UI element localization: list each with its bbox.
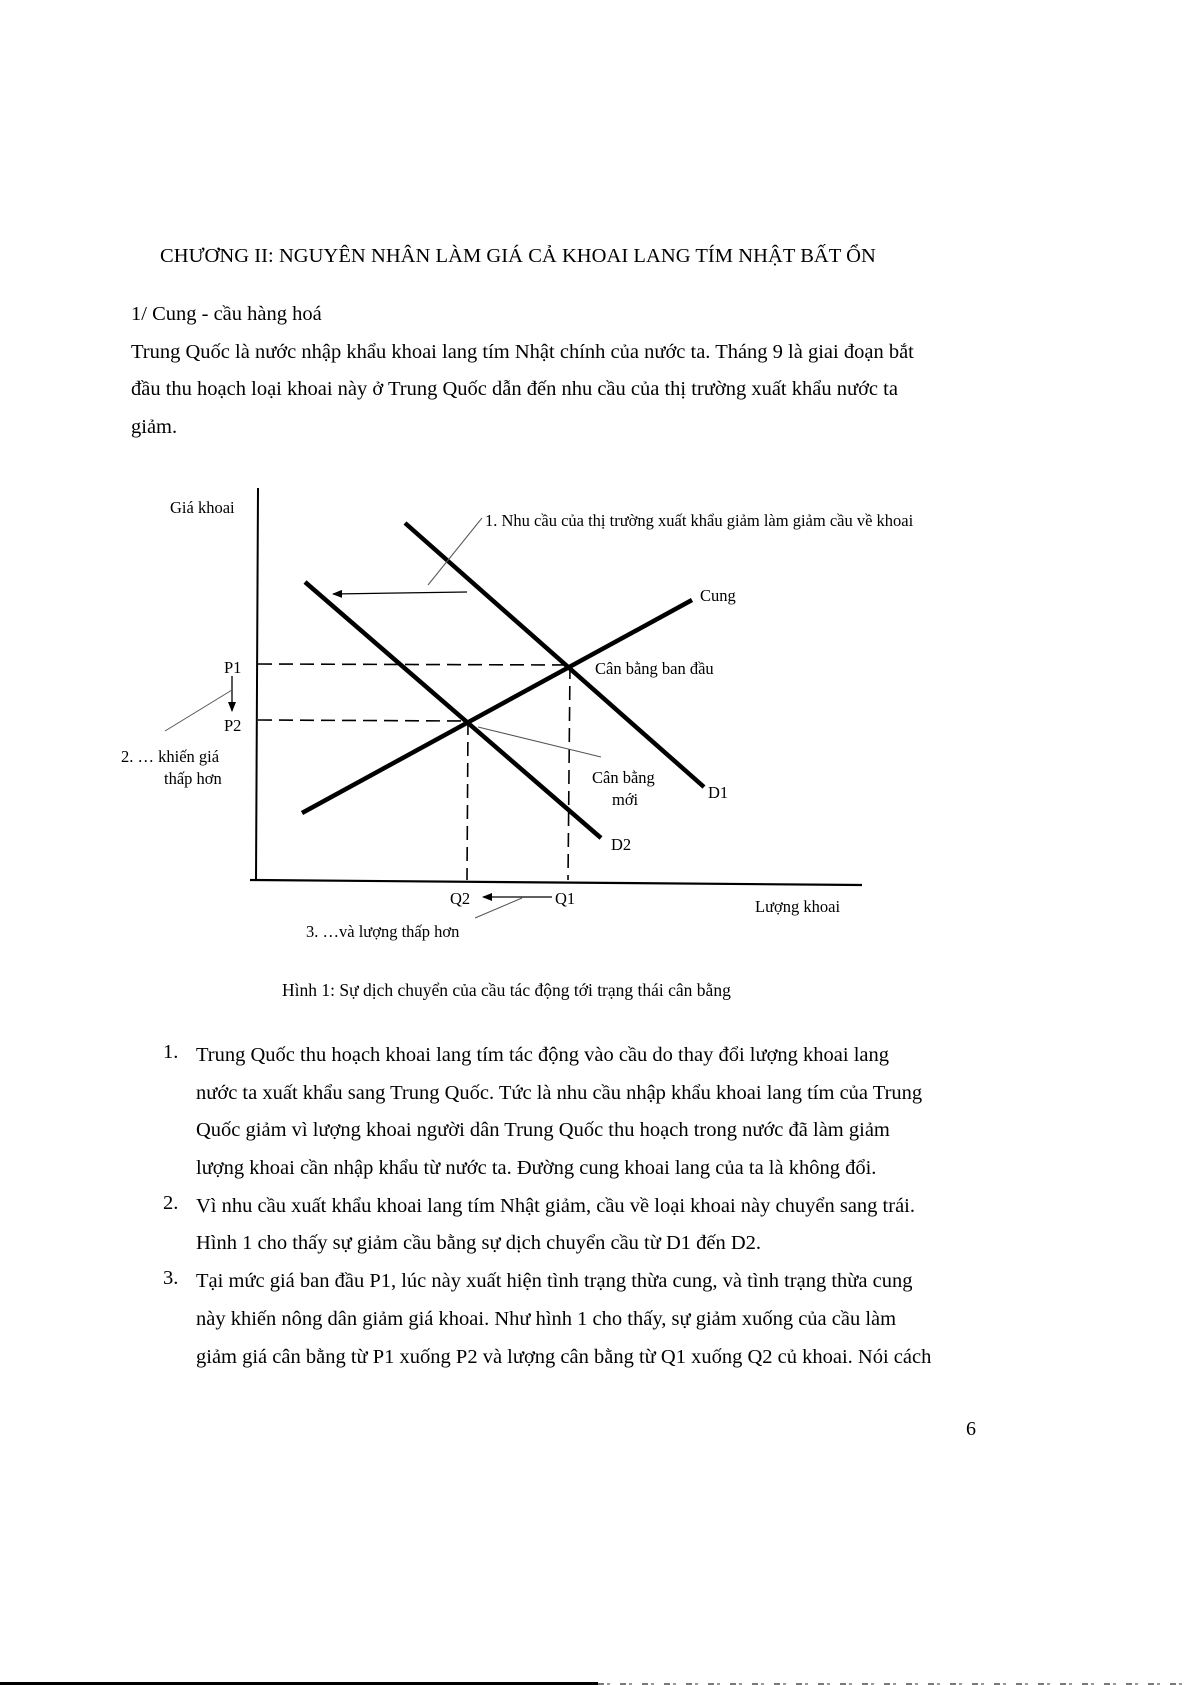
demand-curve-d2 xyxy=(305,582,601,838)
x-axis xyxy=(250,880,862,885)
list-item-number: 2. xyxy=(163,1191,179,1214)
list-item xyxy=(160,1041,1060,1192)
initial-equilibrium-label: Cân bằng ban đầu xyxy=(595,659,714,678)
demand-shift-arrow xyxy=(333,592,467,594)
d2-label: D2 xyxy=(611,835,632,854)
list-item-line: Hình 1 cho thấy sự giảm cầu bằng sự dịch chuyển cầu từ D1 đến D2. xyxy=(196,1232,762,1255)
figure-caption: Hình 1: Sự dịch chuyển của cầu tác động tới trạng thái cân bằng xyxy=(282,980,731,1000)
list-item-number: 3. xyxy=(163,1267,179,1290)
q2-label: Q2 xyxy=(450,889,471,908)
section-heading: 1/ Cung - cầu hàng hoá xyxy=(131,303,322,325)
list-item-line: lượng khoai cần nhập khẩu từ nước ta. Đường cung khoai lang của ta là không đổi. xyxy=(196,1157,877,1180)
new-equilibrium-label-line2: mới xyxy=(612,790,639,809)
list-item-number: 1. xyxy=(163,1041,179,1063)
list-item-line: Trung Quốc thu hoạch khoai lang tím tác động vào cầu do thay đổi lượng khoai lang xyxy=(196,1044,890,1066)
annotation-1-label: 1. Nhu cầu của thị trường xuất khẩu giảm làm giảm cầu về khoai xyxy=(485,511,914,530)
q1-dashed-line xyxy=(568,665,570,880)
list-item-line: Quốc giảm vì lượng khoai người dân Trung Quốc thu hoạch trong nước đã làm giảm xyxy=(196,1119,890,1142)
q1-label: Q1 xyxy=(555,889,576,908)
list-item xyxy=(160,1192,1060,1267)
paragraph-line: Trung Quốc là nước nhập khẩu khoai lang tím Nhật chính của nước ta. Tháng 9 là giai đoạn bắt xyxy=(131,341,914,363)
list-item-line: giảm giá cân bằng từ P1 xuống P2 và lượng cân bằng từ Q1 xuống Q2 củ khoai. Nói cách xyxy=(196,1345,932,1368)
p1-label: P1 xyxy=(224,658,242,677)
x-axis-label: Lượng khoai xyxy=(755,897,841,916)
y-axis-label: Giá khoai xyxy=(170,498,235,517)
d1-label: D1 xyxy=(708,783,729,802)
supply-label: Cung xyxy=(700,586,736,605)
list-item xyxy=(160,1267,1060,1380)
paragraph-line: giảm. xyxy=(131,416,178,438)
list-item-line: nước ta xuất khẩu sang Trung Quốc. Tức là nhu cầu nhập khẩu khoai lang tím của Trung xyxy=(196,1081,923,1104)
list-item-line: này khiến nông dân giảm giá khoai. Như hình 1 cho thấy, sự giảm xuống của cầu làm xyxy=(196,1307,897,1330)
p2-dashed-line xyxy=(258,720,468,721)
annotation-2-label-line2: thấp hơn xyxy=(164,769,222,788)
p2-label: P2 xyxy=(224,716,242,735)
demand-curve-d1 xyxy=(405,523,704,787)
annotation-3-label: 3. …và lượng thấp hơn xyxy=(306,922,460,941)
paragraph-line: đầu thu hoạch loại khoai này ở Trung Quốc dẫn đến nhu cầu của thị trường xuất khẩu nước ta xyxy=(131,378,898,400)
annotation-2-leader xyxy=(165,690,232,731)
p1-dashed-line xyxy=(258,664,570,665)
q2-dashed-line xyxy=(467,721,468,880)
y-axis xyxy=(256,488,258,881)
annotation-2-label-line1: 2. … khiến giá xyxy=(121,747,220,766)
annotation-3-leader xyxy=(475,898,522,918)
list-item-line: Vì nhu cầu xuất khẩu khoai lang tím Nhật giảm, cầu về loại khoai này chuyển sang trái. xyxy=(196,1194,916,1217)
new-equilibrium-leader xyxy=(478,727,601,757)
chapter-title: CHƯƠNG II: NGUYÊN NHÂN LÀM GIÁ CẢ KHOAI LANG TÍM NHẬT BẤT ỔN xyxy=(160,245,876,267)
new-equilibrium-label-line1: Cân bằng xyxy=(592,768,655,787)
list-item-line: Tại mức giá ban đầu P1, lúc này xuất hiện tình trạng thừa cung, và tình trạng thừa cung xyxy=(196,1270,913,1293)
numbered-list xyxy=(160,1041,1060,1380)
page-number: 6 xyxy=(966,1418,976,1440)
